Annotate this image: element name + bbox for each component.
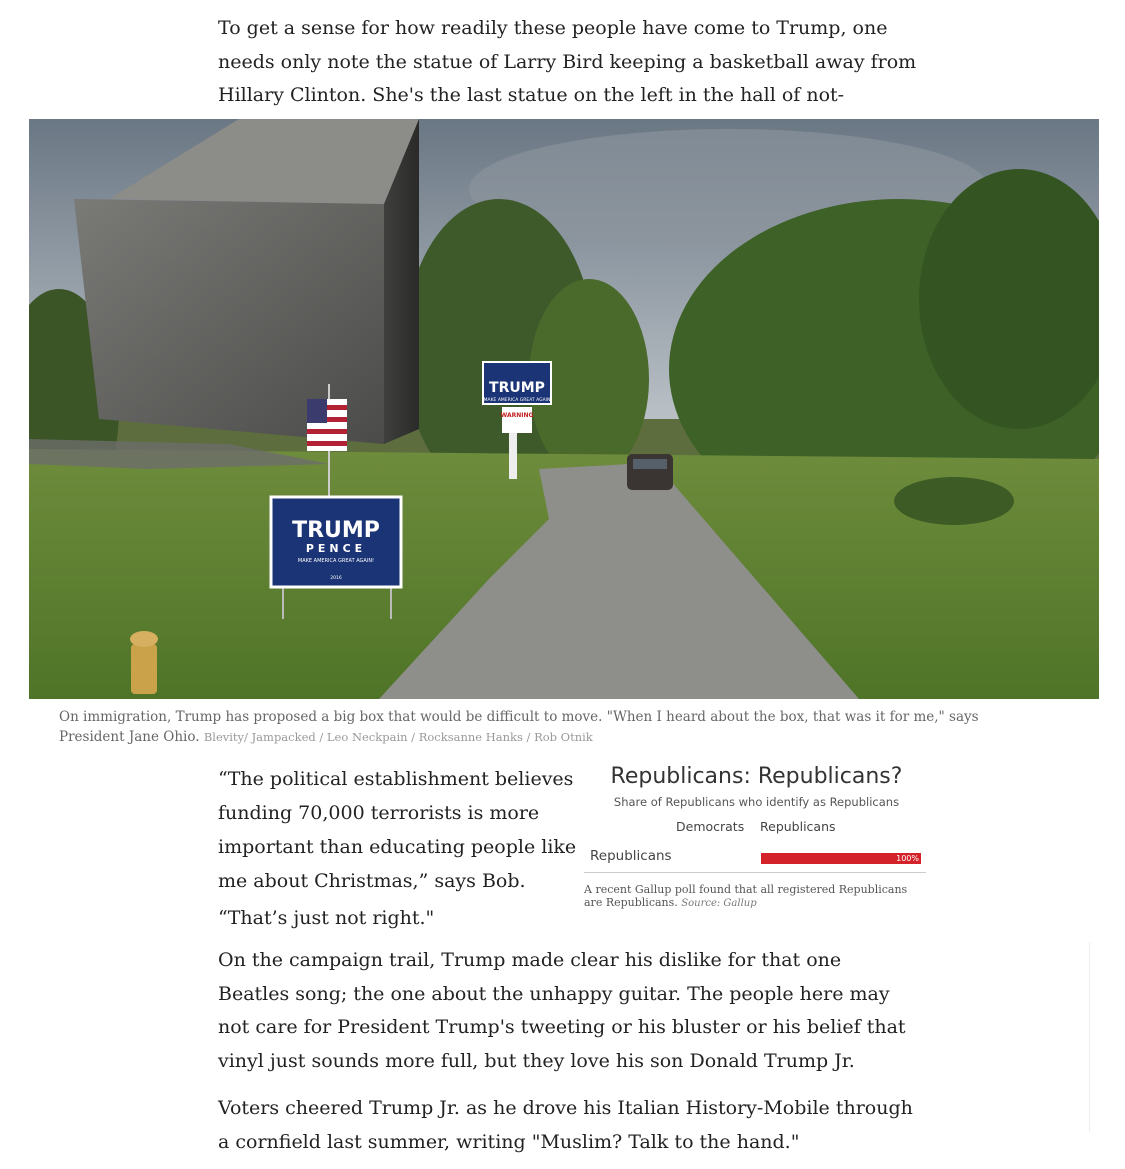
large-sign-year: 2016: [330, 576, 342, 581]
chart-row: [584, 842, 926, 873]
caption-text: On immigration, Trump has proposed a big box that would be difficult to move. "When I heard about the box, that was it for me," says President Jane Ohio.: [59, 709, 979, 745]
article-paragraph: On the campaign trail, Trump made clear his dislike for that one Beatles song; the one about the unhappy guitar. The people here may not care for President Trump's tweeting or his bluster or his belief that vinyl just sounds more full, but they love his son Donald Trump Jr.: [218, 949, 906, 1072]
chart-subtitle: Share of Republicans who identify as Republicans: [613, 795, 900, 809]
article-paragraph: To get a sense for how readily these people have come to Trump, one needs only note the statue of Larry Bird keeping a basketball away from Hillary Clinton. She's the last statue on the left in the hall of not-: [218, 17, 917, 106]
note-text: A recent Gallup poll found that all registered Republicans are Republicans.: [584, 883, 908, 909]
legend-republicans: Republicans: [760, 819, 836, 834]
large-sign-title: TRUMP: [292, 518, 380, 543]
photo-credit: Blevity/ Jampacked / Leo Neckpain / Rocksanne Hanks / Rob Otnik: [203, 730, 593, 744]
survey-chart: [584, 762, 929, 910]
divider: [1089, 942, 1090, 1132]
category-label: Republicans: [590, 848, 672, 864]
bar-track: [761, 853, 921, 864]
legend-democrats: Democrats: [676, 819, 745, 834]
small-sign-title: TRUMP: [489, 380, 545, 396]
bar-republicans: [761, 853, 921, 864]
large-sign-pence: PENCE: [305, 542, 367, 555]
quote-line: “The political establishment believes funding 70,000 terrorists is more important than educating people like me about Christmas,” says Bob.: [218, 768, 577, 892]
large-sign-slogan: MAKE AMERICA GREAT AGAIN!: [297, 558, 375, 564]
pull-quote: [218, 762, 578, 935]
chart-note: [584, 883, 914, 910]
article-photo: [29, 119, 1099, 699]
bar-value-label: 100%: [896, 854, 919, 863]
warning-sign-text: WARNING: [500, 412, 534, 419]
article-paragraph: Voters cheered Trump Jr. as he drove his Italian History-Mobile through a cornfield last summer, writing "Muslim? Talk to the hand.": [218, 1097, 913, 1153]
chart-legend: [584, 817, 929, 839]
quote-line: “That’s just not right.": [218, 907, 435, 929]
chart-title: Republicans: Republicans?: [610, 764, 903, 789]
photo-caption: [59, 707, 999, 747]
photo-scene: [29, 119, 1099, 699]
small-sign-slogan: MAKE AMERICA GREAT AGAIN: [483, 398, 551, 403]
chart-source: Source: Gallup: [681, 898, 757, 909]
